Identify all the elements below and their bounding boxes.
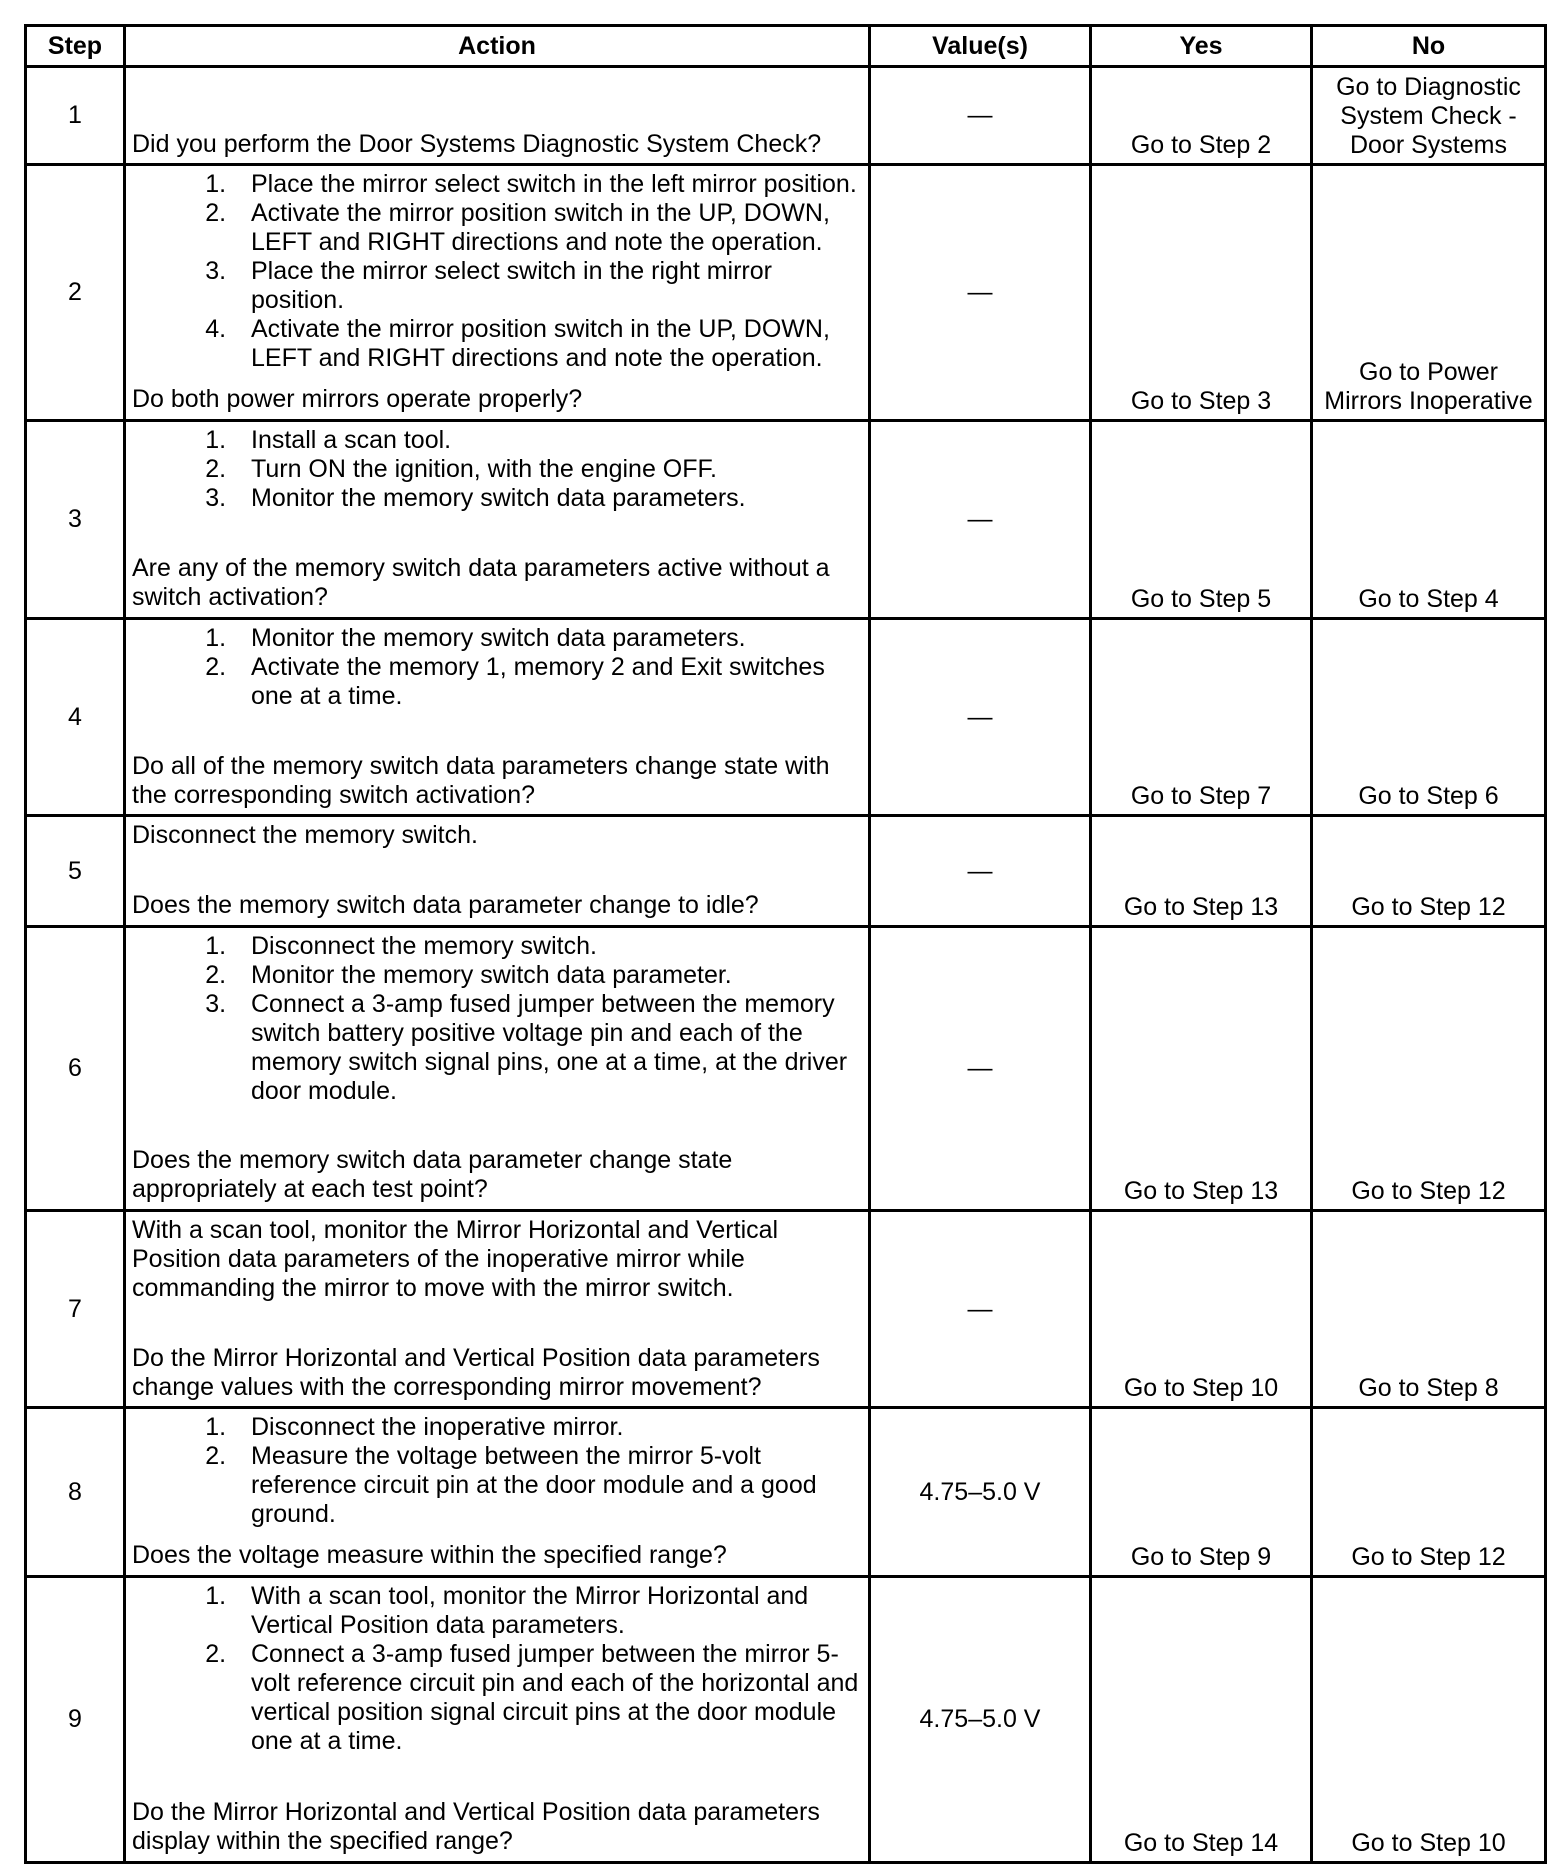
action-step: 2. Measure the voltage between the mirror 5-volt reference circuit pin at the door module and a good ground. [233,1442,864,1529]
yes-action: Go to Step 13 [1091,816,1312,926]
action-step: 2. Activate the memory 1, memory 2 and Exit switches one at a time. [233,653,864,711]
action-question: Does the voltage measure within the specified range? [132,1541,727,1570]
action-instructions [132,1413,864,1529]
action-instructions [132,426,864,513]
action-cell [125,67,870,165]
value-cell: — [870,67,1091,165]
value-cell: — [870,926,1091,1210]
value-cell: 4.75–5.0 V [870,1408,1091,1577]
action-question: Do the Mirror Horizontal and Vertical Position data parameters display within the specified range? [132,1798,820,1855]
action-cell [125,1210,870,1408]
action-content [132,1413,864,1570]
action-step-list [132,1582,864,1756]
action-step-list [132,932,864,1106]
no-action: Go to Step 12 [1312,816,1546,926]
action-step-list [132,170,864,373]
action-step: 4. Activate the mirror position switch in the UP, DOWN, LEFT and RIGHT directions and note the operation. [233,315,864,373]
action-step: 3. Monitor the memory switch data parameters. [233,484,864,513]
action-cell [125,926,870,1210]
step-number: 8 [26,1408,125,1577]
action-cell [125,1408,870,1577]
action-step: 2. Turn ON the ignition, with the engine OFF. [233,455,864,484]
action-step: 1. Install a scan tool. [233,426,864,455]
action-step: 1. Disconnect the inoperative mirror. [233,1413,864,1442]
step-number: 6 [26,926,125,1210]
table-row [26,1210,1546,1408]
action-content [132,1216,864,1402]
action-step: 3. Connect a 3-amp fused jumper between the memory switch battery positive voltage pin and each of the memory switch signal pins, one at a time, at the driver door module. [233,990,864,1106]
action-cell [125,165,870,421]
table-row [26,67,1546,165]
yes-action: Go to Step 3 [1091,165,1312,421]
yes-action: Go to Step 14 [1091,1577,1312,1863]
step-number: 3 [26,421,125,619]
action-question: Did you perform the Door Systems Diagnostic System Check? [132,130,822,158]
action-instructions [132,821,864,850]
action-instructions [132,624,864,711]
action-content [132,426,864,612]
action-cell [125,618,870,816]
table-row [26,1408,1546,1577]
header-row [26,26,1546,67]
action-step: 1. Monitor the memory switch data parameters. [233,624,864,653]
step-number: 7 [26,1210,125,1408]
action-step: 1. Place the mirror select switch in the left mirror position. [233,170,864,199]
step-number: 5 [26,816,125,926]
action-intro: Disconnect the memory switch. [132,821,478,850]
action-instructions [132,170,864,373]
value-cell: — [870,1210,1091,1408]
value-cell: — [870,816,1091,926]
value-cell: — [870,421,1091,619]
step-number: 1 [26,67,125,165]
action-cell [125,816,870,926]
action-content [132,624,864,810]
action-step-list [132,1413,864,1529]
yes-action: Go to Step 10 [1091,1210,1312,1408]
action-content [132,170,864,414]
yes-action: Go to Step 7 [1091,618,1312,816]
no-action: Go to Step 4 [1312,421,1546,619]
action-question: Do the Mirror Horizontal and Vertical Position data parameters change values with the corresponding mirror movement? [132,1343,820,1401]
diagnostic-table [24,24,1547,1864]
action-cell [125,421,870,619]
table-row [26,926,1546,1210]
action-instructions [132,932,864,1106]
action-instructions [132,1216,864,1303]
no-action: Go to Step 10 [1312,1577,1546,1863]
action-question: Do both power mirrors operate properly? [132,385,583,414]
value-cell: — [870,618,1091,816]
action-cell [125,1577,870,1863]
action-step-list [132,426,864,513]
no-action: Go to Power Mirrors Inoperative [1312,165,1546,421]
action-step: 3. Place the mirror select switch in the right mirror position. [233,257,864,315]
action-content [132,72,864,159]
action-step: 2. Connect a 3-amp fused jumper between the mirror 5-volt reference circuit pin and each of the horizontal and vertical position signal circuit pins at the door module one at a time. [233,1640,864,1756]
table-row [26,421,1546,619]
action-content [132,821,864,920]
header-no: No [1312,26,1546,67]
yes-action: Go to Step 9 [1091,1408,1312,1577]
no-action: Go to Step 12 [1312,1408,1546,1577]
action-step-list [132,624,864,711]
action-question: Does the memory switch data parameter change state appropriately at each test point? [132,1145,733,1203]
action-content [132,1582,864,1856]
no-action: Go to Step 6 [1312,618,1546,816]
no-action: Go to Step 12 [1312,926,1546,1210]
yes-action: Go to Step 5 [1091,421,1312,619]
header-values: Value(s) [870,26,1091,67]
action-instructions [132,1582,864,1756]
action-question: Do all of the memory switch data parameters change state with the corresponding switch activation? [132,751,830,809]
value-cell: 4.75–5.0 V [870,1577,1091,1863]
header-step: Step [26,26,125,67]
yes-action: Go to Step 13 [1091,926,1312,1210]
table-row [26,816,1546,926]
yes-action: Go to Step 2 [1091,67,1312,165]
step-number: 4 [26,618,125,816]
action-question: Are any of the memory switch data parameters active without a switch activation? [132,554,830,612]
action-step: 1. With a scan tool, monitor the Mirror Horizontal and Vertical Position data parameters. [233,1582,864,1640]
value-cell: — [870,165,1091,421]
action-content [132,932,864,1204]
step-number: 2 [26,165,125,421]
no-action: Go to Diagnostic System Check - Door Systems [1312,67,1546,165]
action-intro: With a scan tool, monitor the Mirror Horizontal and Vertical Position data parameters of the inoperative mirror while commanding the mirror to move with the mirror switch. [132,1215,779,1302]
step-number: 9 [26,1577,125,1863]
table-row [26,618,1546,816]
header-action: Action [125,26,870,67]
no-action: Go to Step 8 [1312,1210,1546,1408]
action-step: 1. Disconnect the memory switch. [233,932,864,961]
table-row [26,165,1546,421]
table-row [26,1577,1546,1863]
action-step: 2. Activate the mirror position switch in the UP, DOWN, LEFT and RIGHT directions and note the operation. [233,199,864,257]
header-yes: Yes [1091,26,1312,67]
action-step: 2. Monitor the memory switch data parameter. [233,961,864,990]
action-question: Does the memory switch data parameter change to idle? [132,891,759,920]
